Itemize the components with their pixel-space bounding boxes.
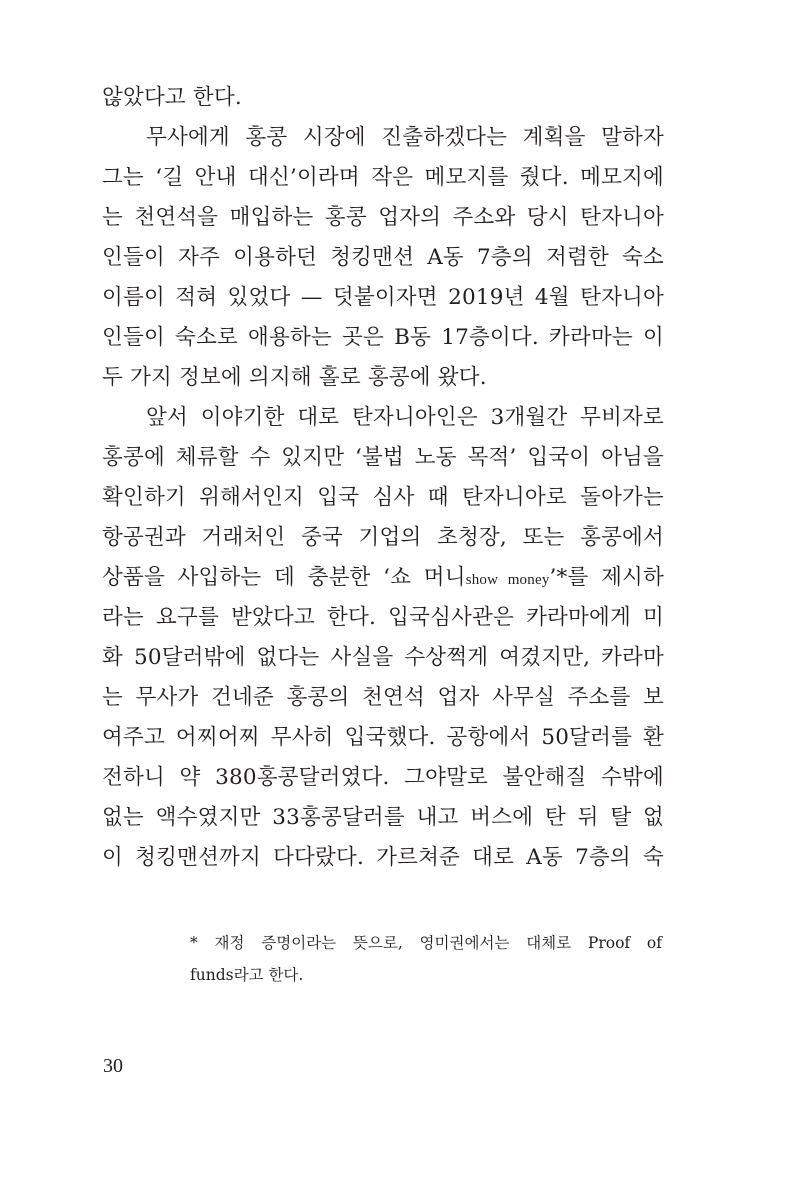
text-line: 홍콩에 체류할 수 있지만 ‘불법 노동 목적’ 입국이 아님을 (102, 445, 664, 470)
text-line: 전하니 약 380홍콩달러였다. 그야말로 불안해질 수밖에 (102, 765, 664, 790)
paragraph-start-line: 무사에게 홍콩 시장에 진출하겠다는 계획을 말하자 (146, 125, 664, 150)
text-line: 않았다고 한다. (102, 85, 242, 110)
body-text (102, 78, 664, 878)
footnote-line: * 재정 증명이라는 뜻으로, 영미권에서는 대체로 Proof of (190, 934, 662, 952)
text-line: 없는 액수였지만 33홍콩달러를 내고 버스에 탄 뒤 탈 없 (102, 805, 664, 830)
text-line: 두 가지 정보에 의지해 홀로 홍콩에 왔다. (102, 365, 487, 390)
english-gloss: show money (465, 572, 550, 588)
text-line: 는 무사가 건네준 홍콩의 천연석 업자 사무실 주소를 보 (102, 685, 664, 710)
page-number: 30 (103, 1055, 123, 1077)
text-line: 인들이 숙소로 애용하는 곳은 B동 17층이다. 카라마는 이 (102, 325, 664, 350)
text-line: 여주고 어찌어찌 무사히 입국했다. 공항에서 50달러를 환 (102, 725, 664, 750)
text-segment: 상품을 사입하는 데 충분한 ‘쇼 머니 (102, 565, 466, 590)
paragraph-start-line: 앞서 이야기한 대로 탄자니아인은 3개월간 무비자로 (146, 405, 664, 430)
text-line: 인들이 자주 이용하던 청킹맨션 A동 7층의 저렴한 숙소 (102, 245, 664, 270)
text-line: 확인하기 위해서인지 입국 심사 때 탄자니아로 돌아가는 (102, 485, 664, 510)
text-line-with-footnote-ref (102, 558, 664, 598)
text-line: 화 50달러밖에 없다는 사실을 수상쩍게 여겼지만, 카라마 (102, 645, 664, 670)
text-line: 이름이 적혀 있었다 — 덧붙이자면 2019년 4월 탄자니아 (102, 285, 664, 310)
footnote-line: funds라고 한다. (190, 966, 304, 984)
footnote-reference: ’*를 제시하 (549, 565, 664, 590)
text-line: 항공권과 거래처인 중국 기업의 초청장, 또는 홍콩에서 (102, 525, 664, 550)
text-line: 그는 ‘길 안내 대신’이라며 작은 메모지를 줬다. 메모지에 (102, 165, 664, 190)
text-line: 라는 요구를 받았다고 한다. 입국심사관은 카라마에게 미 (102, 605, 664, 630)
text-line: 이 청킹맨션까지 다다랐다. 가르쳐준 대로 A동 7층의 숙 (102, 845, 664, 870)
footnote (190, 927, 662, 991)
text-line: 는 천연석을 매입하는 홍콩 업자의 주소와 당시 탄자니아 (102, 205, 664, 230)
